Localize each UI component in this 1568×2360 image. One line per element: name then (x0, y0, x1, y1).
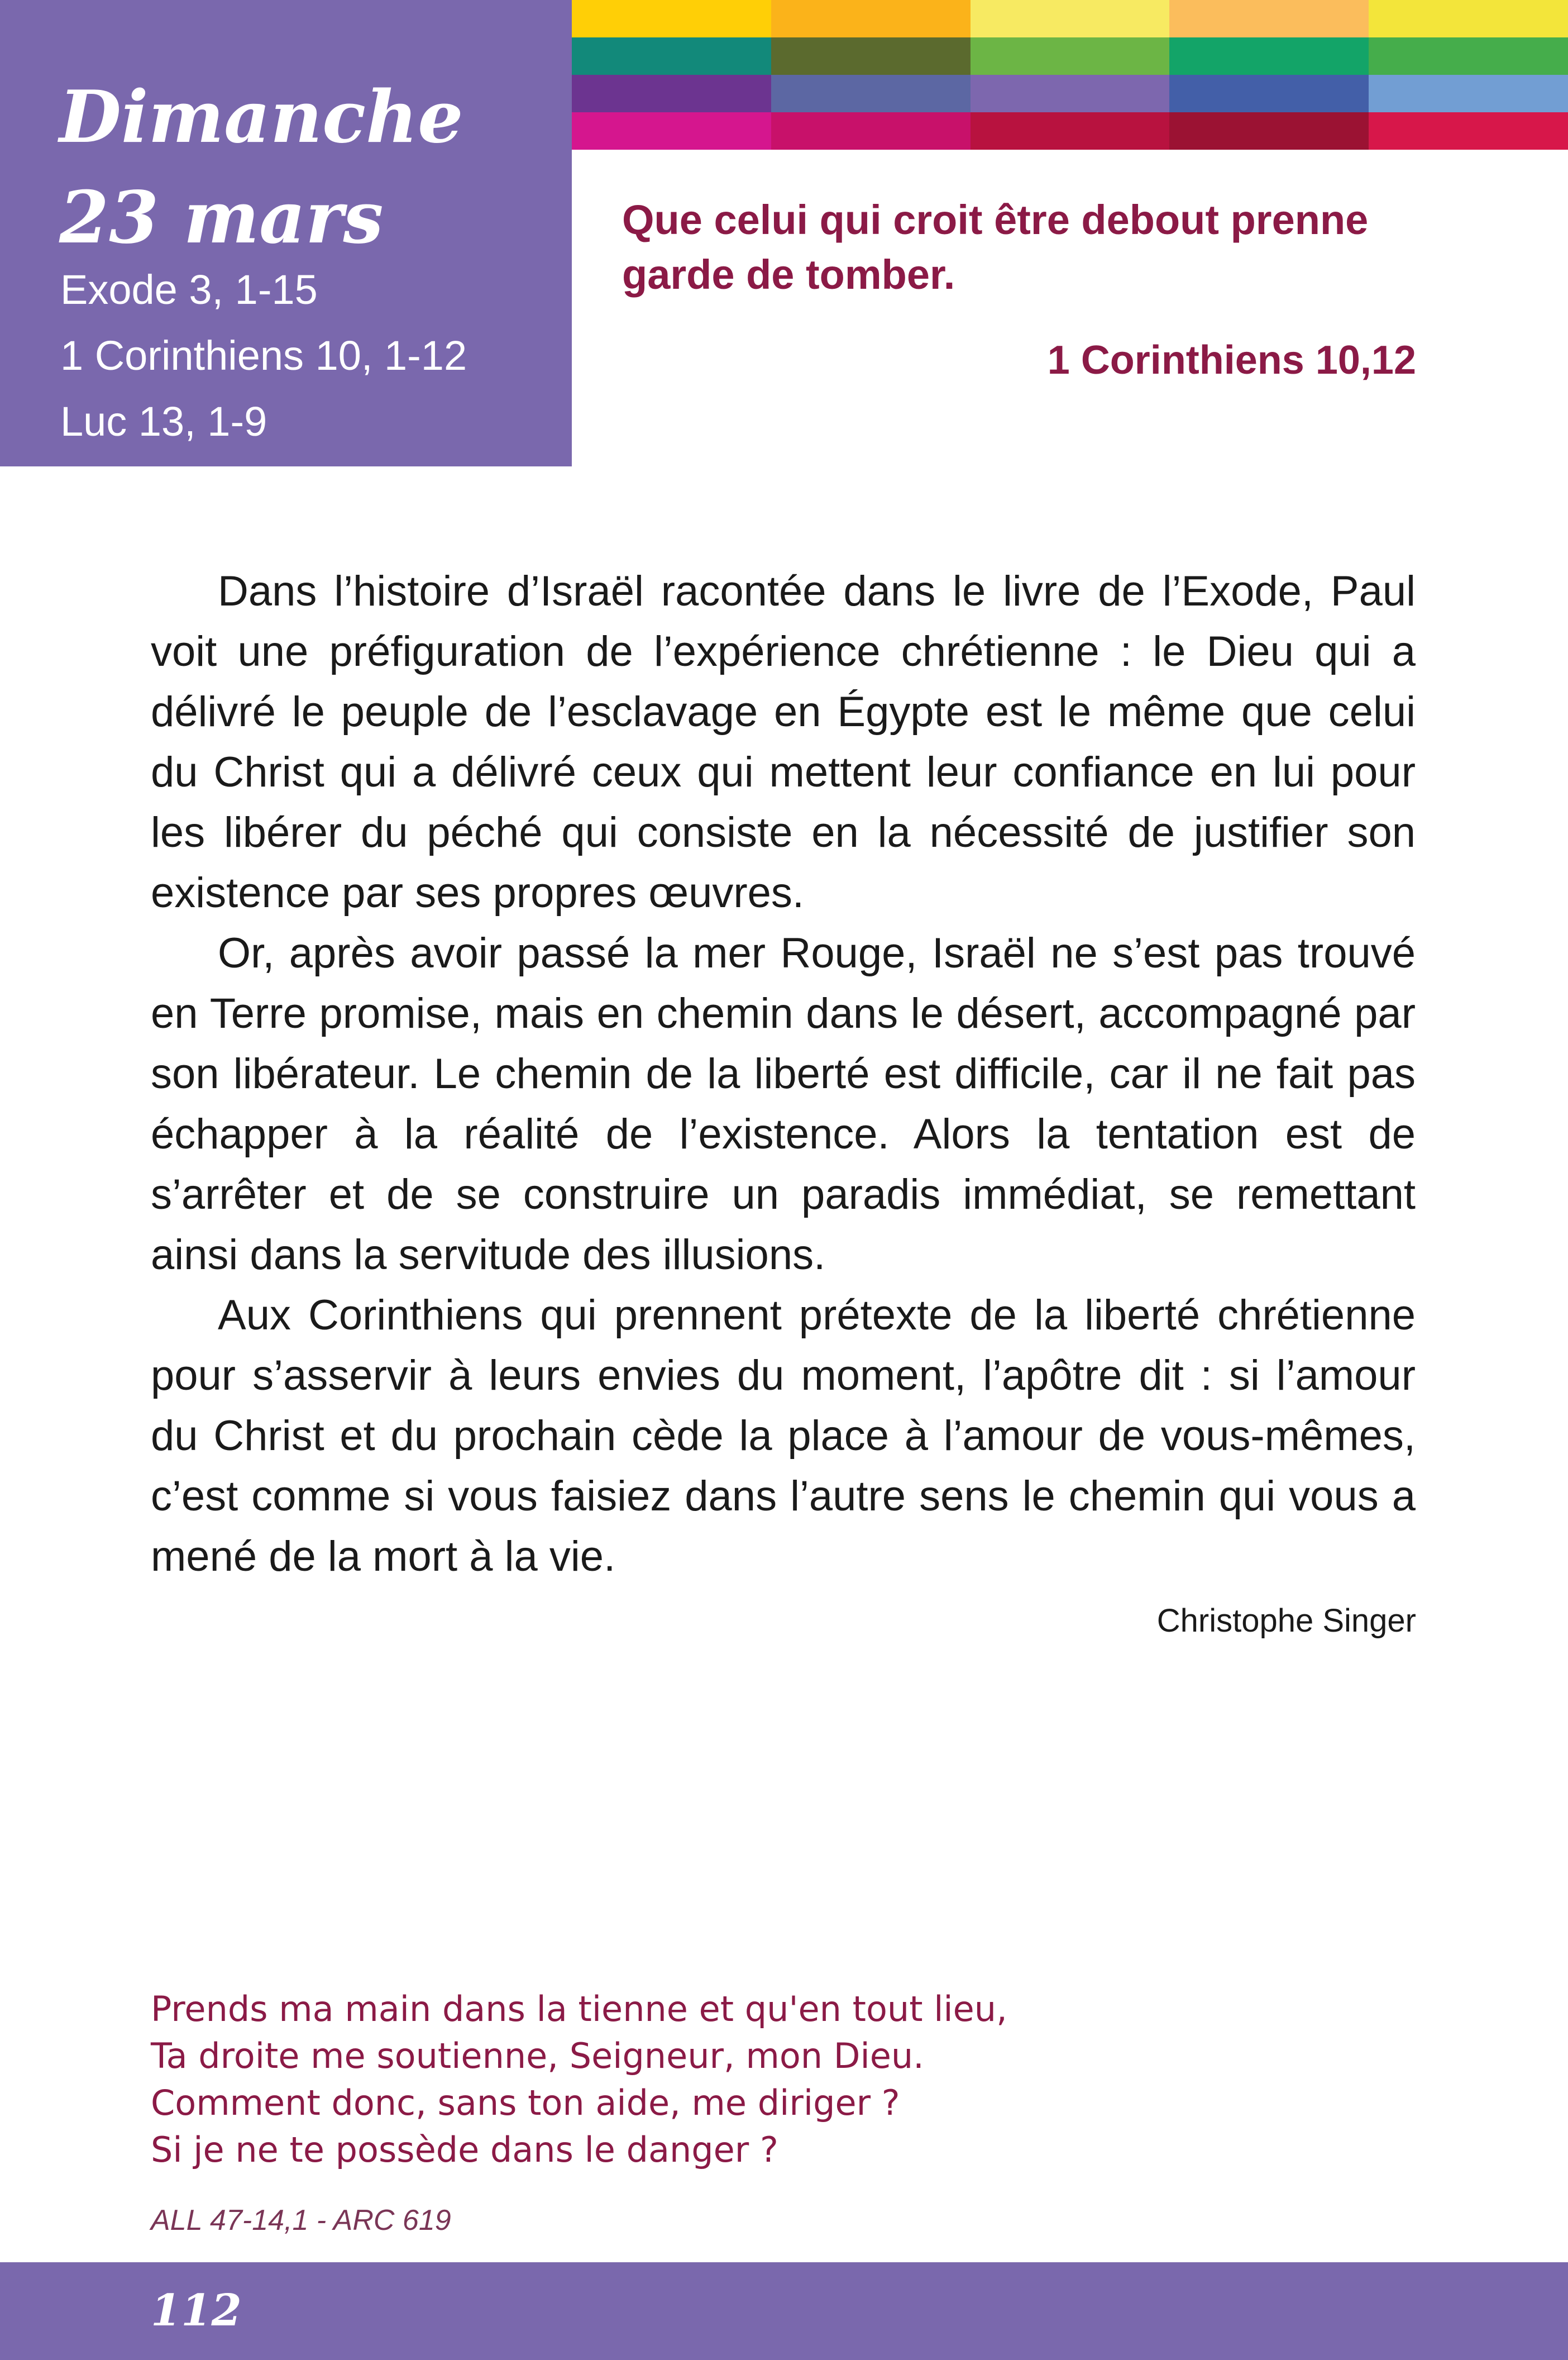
header-date: 23 mars (59, 176, 384, 260)
color-swatch (1169, 37, 1369, 75)
color-grid (572, 0, 1568, 150)
footer-bar (0, 2262, 1568, 2360)
color-swatch (771, 37, 971, 75)
color-swatch (1369, 75, 1568, 112)
readings-list (60, 257, 467, 455)
hymn-line: Ta droite me soutienne, Seigneur, mon Dieu. (151, 2035, 924, 2076)
reading-item: Luc 13, 1-9 (60, 398, 267, 445)
color-swatch (971, 112, 1170, 150)
reading-item: Exode 3, 1-15 (60, 266, 318, 313)
color-swatch (1169, 75, 1369, 112)
key-verse-reference: 1 Corinthiens 10,12 (1047, 338, 1416, 383)
color-swatch (771, 75, 971, 112)
color-swatch (572, 37, 771, 75)
color-swatch (572, 112, 771, 150)
hymn-line: Prends ma main dans la tienne et qu'en tout lieu, (151, 1989, 1007, 2029)
header-title (59, 67, 463, 268)
paragraph: Or, après avoir passé la mer Rouge, Israël ne s’est pas trouvé en Terre promise, mais en chemin dans le désert, accompagné par son libérateur. Le chemin de la liberté est difficile, car il ne fait pas échapper à la réalité de l’existence. Alors la tentation est de s’arrêter et de se construire un paradis immédiat, se remettant ainsi dans la servitude des illusions. (151, 929, 1416, 1279)
color-swatch (1169, 0, 1369, 37)
paragraph: Dans l’histoire d’Israël racontée dans le livre de l’Exode, Paul voit une préfiguration de l’expérience chrétienne : le Dieu qui a délivré le peuple de l’esclavage en Égypte est le même que celui du Christ qui a délivré ceux qui mettent leur confiance en lui pour les libérer du péché qui consiste en la nécessité de justifier son existence par ses propres œuvres. (151, 568, 1416, 917)
color-swatch (572, 0, 771, 37)
paragraph: Aux Corinthiens qui prennent prétexte de la liberté chrétienne pour s’asservir à leurs envies du moment, l’apôtre dit : si l’amour du Christ et du prochain cède la place à l’amour de vous-mêmes, c’est comme si vous faisiez dans l’autre sens le chemin qui vous a mené de la mort à la vie. (151, 1291, 1416, 1580)
color-swatch (1369, 37, 1568, 75)
color-swatch (572, 75, 771, 112)
color-swatch (771, 0, 971, 37)
meditation-text (151, 561, 1416, 1587)
date-header (0, 0, 572, 466)
color-swatch (771, 112, 971, 150)
author-name: Christophe Singer (1156, 1603, 1416, 1639)
reading-item: 1 Corinthiens 10, 1-12 (60, 332, 467, 379)
color-swatch (971, 75, 1170, 112)
hymn-verse (151, 1986, 1007, 2173)
color-swatch (971, 37, 1170, 75)
header-day: Dimanche (59, 75, 463, 159)
hymn-reference: ALL 47-14,1 - ARC 619 (151, 2204, 451, 2237)
color-swatch (971, 0, 1170, 37)
page-number: 112 (151, 2285, 242, 2336)
hymn-line: Comment donc, sans ton aide, me diriger ? (151, 2082, 900, 2123)
key-verse: Que celui qui croit être debout prenne garde de tomber. (622, 197, 1369, 298)
color-swatch (1169, 112, 1369, 150)
color-swatch (1369, 0, 1568, 37)
hymn-line: Si je ne te possède dans le danger ? (151, 2129, 778, 2170)
color-swatch (1369, 112, 1568, 150)
